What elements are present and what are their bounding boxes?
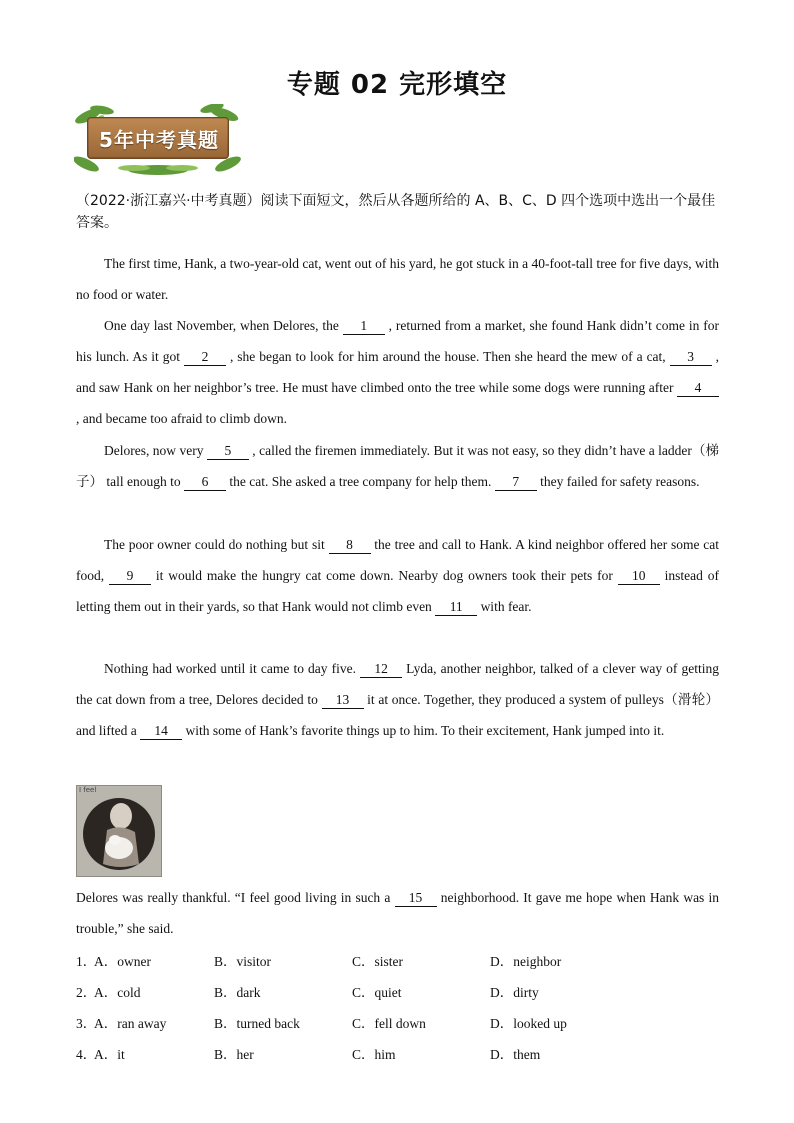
option-d[interactable]: D．dirty xyxy=(490,985,539,1000)
paragraph-6: Delores was really thankful. “I feel good living in such a 15 neighborhood. It gave me hope when Hank was in trouble,” she said. xyxy=(76,890,719,936)
blank-15[interactable]: 15 xyxy=(395,890,437,907)
blank-11[interactable]: 11 xyxy=(435,599,477,616)
option-a[interactable]: A．ran away xyxy=(94,1016,167,1031)
option-a[interactable]: A．cold xyxy=(94,985,141,1000)
blank-12[interactable]: 12 xyxy=(360,661,402,678)
question-number: 4． xyxy=(76,1047,97,1062)
blank-9[interactable]: 9 xyxy=(109,568,151,585)
option-d[interactable]: D．looked up xyxy=(490,1016,567,1031)
option-b[interactable]: B．turned back xyxy=(214,1016,300,1031)
woman-holding-cat-image xyxy=(77,786,161,876)
blank-4[interactable]: 4 xyxy=(677,380,719,397)
photo-caption-fragment: I feel xyxy=(79,786,97,794)
option-c[interactable]: C．fell down xyxy=(352,1016,426,1031)
option-a[interactable]: A．it xyxy=(94,1047,125,1062)
section-badge xyxy=(74,104,242,176)
blank-8[interactable]: 8 xyxy=(329,537,371,554)
badge-label: 5年中考真题 xyxy=(99,127,219,152)
question-number: 3． xyxy=(76,1016,97,1031)
blank-13[interactable]: 13 xyxy=(322,692,364,709)
source-note: （2022·浙江嘉兴·中考真题）阅读下面短文，然后从各题所给的 A、B、C、D 四个选项中选出一个最佳答案。 xyxy=(76,193,716,231)
option-c[interactable]: C．him xyxy=(352,1047,396,1062)
blank-7[interactable]: 7 xyxy=(495,474,537,491)
blank-5[interactable]: 5 xyxy=(207,443,249,460)
option-d[interactable]: D．them xyxy=(490,1047,541,1062)
question-row-1 xyxy=(76,946,720,977)
question-row-2 xyxy=(76,977,720,1008)
option-d[interactable]: D．neighbor xyxy=(490,954,562,969)
option-a[interactable]: A．owner xyxy=(94,954,151,969)
option-b[interactable]: B．dark xyxy=(214,985,261,1000)
blank-1[interactable]: 1 xyxy=(343,318,385,335)
blank-6[interactable]: 6 xyxy=(184,474,226,491)
paragraph-5: Nothing had worked until it came to day five. 12 Lyda, another neighbor, talked of a clever way of getting the cat down from a tree, Delores decided to 13 it at once. Together, they produced a system of pulleys（滑轮） and lifted a 14 with some of Hank’s favorite things up to him. To their excitement, Hank jumped into it. xyxy=(76,661,720,738)
option-c[interactable]: C．sister xyxy=(352,954,404,969)
question-number: 1． xyxy=(76,954,97,969)
question-row-4 xyxy=(76,1039,720,1070)
question-row-3 xyxy=(76,1008,720,1039)
cat-photo xyxy=(76,785,162,877)
paragraph-1: The first time, Hank, a two-year-old cat, went out of his yard, he got stuck in a 40-foot-tall tree for five days, with no food or water. xyxy=(76,256,719,302)
question-options xyxy=(76,946,720,1070)
option-c[interactable]: C．quiet xyxy=(352,985,402,1000)
paragraph-3: Delores, now very 5 , called the firemen immediately. But it was not easy, so they didn’t have a ladder（梯子） tall enough to 6 the cat. She asked a tree company for help them. 7 they failed for safety reasons. xyxy=(76,443,719,489)
paragraph-2: One day last November, when Delores, the 1 , returned from a market, she found Hank didn’t come in for his lunch. As it got 2 , she began to look for him around the house. Then she heard the mew of a cat, 3 , and saw Hank on her neighbor’s tree. He must have climbed onto the tree while some dogs were running after 4 , and became too afraid to climb down. xyxy=(76,318,719,426)
blank-14[interactable]: 14 xyxy=(140,723,182,740)
blank-10[interactable]: 10 xyxy=(618,568,660,585)
blank-3[interactable]: 3 xyxy=(670,349,712,366)
blank-2[interactable]: 2 xyxy=(184,349,226,366)
paragraph-4: The poor owner could do nothing but sit 8 the tree and call to Hank. A kind neighbor offered her some cat food, 9 it would make the hungry cat come down. Nearby dog owners took their pets for 10 instead of letting them out in their yards, so that Hank would not climb even 11 with fear. xyxy=(76,537,719,614)
page-title: 专题 02 完形填空 xyxy=(286,70,508,100)
option-b[interactable]: B．her xyxy=(214,1047,254,1062)
question-number: 2． xyxy=(76,985,97,1000)
option-b[interactable]: B．visitor xyxy=(214,954,272,969)
